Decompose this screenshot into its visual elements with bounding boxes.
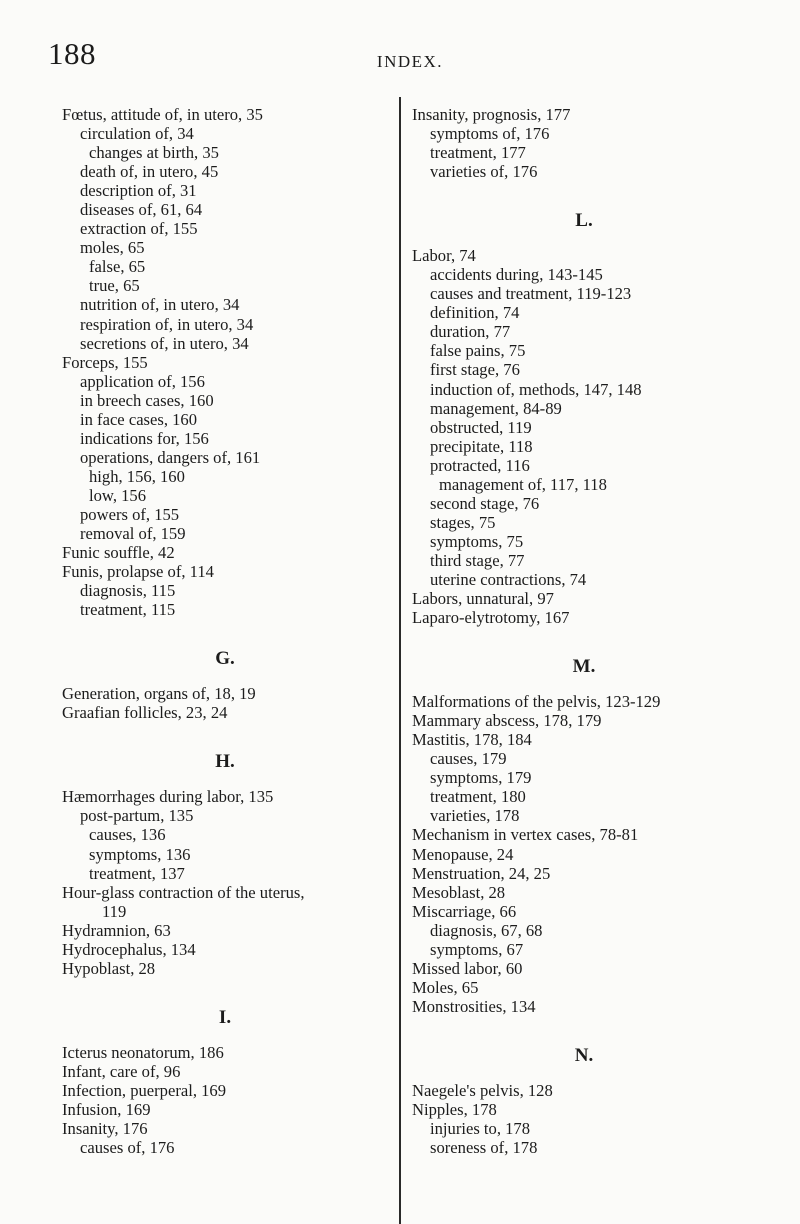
index-subentry: operations, dangers of, 161 [80,447,261,467]
index-subentry: circulation of, 34 [80,124,194,144]
index-entry: Menopause, 24 [412,844,514,864]
index-subentry: varieties, 178 [430,806,520,826]
index-entry: Infusion, 169 [62,1099,151,1119]
index-subentry: indications for, 156 [80,428,209,448]
index-subentry: duration, 77 [430,322,511,342]
index-subentry: causes, 136 [89,825,166,845]
index-subentry: management, 84-89 [430,398,562,418]
index-subentry: moles, 65 [80,238,145,258]
index-subentry: description of, 31 [80,181,197,201]
index-subentry: low, 156 [89,485,147,505]
page-title-text: INDEX. [376,52,444,71]
index-entry: Naegele's pelvis, 128 [412,1080,553,1100]
index-entry: Funic souffle, 42 [62,543,175,563]
index-entry: Labor, 74 [412,246,476,266]
index-subentry: obstructed, 119 [430,417,532,437]
index-entry: Infection, puerperal, 169 [62,1080,227,1100]
section-letter-heading: M. [572,656,596,678]
index-entry: Hydrocephalus, 134 [62,939,196,959]
index-subentry: second stage, 76 [430,493,540,513]
index-entry: Moles, 65 [412,977,479,997]
section-letter-heading: N. [574,1044,594,1066]
index-subentry: varieties of, 176 [430,162,538,182]
index-entry: Malformations of the pelvis, 123-129 [412,692,661,712]
index-subentry: in face cases, 160 [80,409,198,429]
index-subentry: 119 [102,901,127,921]
index-subentry: respiration of, in utero, 34 [80,314,254,334]
index-subentry: application of, 156 [80,371,205,391]
index-subentry: symptoms of, 176 [430,124,550,144]
index-entry: Menstruation, 24, 25 [412,863,551,883]
index-subentry: death of, in utero, 45 [80,162,219,182]
index-subentry: symptoms, 179 [430,768,532,788]
index-subentry: diagnosis, 67, 68 [430,920,543,940]
index-entry: Funis, prolapse of, 114 [62,562,214,582]
index-subentry: post-partum, 135 [80,806,194,826]
index-subentry: high, 156, 160 [89,466,185,486]
index-subentry: false pains, 75 [430,341,526,361]
index-subentry: removal of, 159 [80,524,186,544]
column-divider [399,97,401,1224]
index-entry: Infant, care of, 96 [62,1061,181,1081]
index-entry: Graafian follicles, 23, 24 [62,703,228,723]
index-subentry: treatment, 177 [430,143,526,163]
index-subentry: induction of, methods, 147, 148 [430,379,642,399]
index-entry: Nipples, 178 [412,1099,497,1119]
index-subentry: management of, 117, 118 [439,474,607,494]
index-column-right [412,105,756,1157]
section-letter-heading: H. [215,751,235,773]
index-subentry: changes at birth, 35 [89,143,219,163]
index-subentry: soreness of, 178 [430,1138,538,1158]
index-entry: Monstrosities, 134 [412,996,536,1016]
index-entry: Hæmorrhages during labor, 135 [62,787,274,807]
index-subentry: stages, 75 [430,512,496,532]
index-entry: Miscarriage, 66 [412,901,517,921]
index-subentry: definition, 74 [430,303,520,323]
index-entry: Insanity, 176 [62,1119,148,1139]
index-subentry: in breech cases, 160 [80,390,214,410]
index-entry: Generation, organs of, 18, 19 [62,684,256,704]
index-subentry: causes, 179 [430,749,507,769]
index-subentry: treatment, 115 [80,600,176,620]
index-entry: Hydramnion, 63 [62,920,171,940]
index-entry: Hypoblast, 28 [62,958,156,978]
section-letter-heading: I. [218,1006,232,1028]
index-subentry: powers of, 155 [80,504,180,524]
index-subentry: false, 65 [89,257,146,277]
index-subentry: injuries to, 178 [430,1119,531,1139]
index-subentry: causes and treatment, 119-123 [430,284,632,304]
index-entry: Mechanism in vertex cases, 78-81 [412,825,639,845]
index-entry: Icterus neonatorum, 186 [62,1042,224,1062]
page-number: 188 [48,36,96,71]
section-letter-heading: L. [575,210,593,232]
index-entry: Missed labor, 60 [412,958,523,978]
index-entry: Fœtus, attitude of, in utero, 35 [62,105,263,124]
index-subentry: accidents during, 143-145 [430,265,603,285]
section-letter-heading: G. [215,648,235,670]
index-subentry: nutrition of, in utero, 34 [80,295,240,315]
index-subentry: third stage, 77 [430,550,525,570]
index-subentry: diagnosis, 115 [80,581,176,601]
index-subentry: protracted, 116 [430,455,530,475]
index-entry: Mesoblast, 28 [412,882,506,902]
index-entry: Mammary abscess, 178, 179 [412,711,602,731]
index-entry: Insanity, prognosis, 177 [412,105,571,124]
index-subentry: symptoms, 75 [430,531,524,551]
index-subentry: symptoms, 136 [89,844,191,864]
index-subentry: uterine contractions, 74 [430,569,587,589]
index-subentry: precipitate, 118 [430,436,533,456]
index-entry: Labors, unnatural, 97 [412,589,554,609]
index-entry: Laparo-elytrotomy, 167 [412,608,570,628]
index-subentry: treatment, 137 [89,863,185,883]
index-entry: Forceps, 155 [62,352,148,372]
index-column-left [62,105,388,1157]
index-subentry: diseases of, 61, 64 [80,200,203,220]
index-entry: Hour-glass contraction of the uterus, [62,882,305,902]
index-subentry: symptoms, 67 [430,939,524,959]
index-subentry: treatment, 180 [430,787,526,807]
index-subentry: first stage, 76 [430,360,520,380]
page-title [0,52,800,72]
index-subentry: causes of, 176 [80,1138,175,1158]
index-entry: Mastitis, 178, 184 [412,730,532,750]
index-subentry: secretions of, in utero, 34 [80,333,249,353]
index-subentry: extraction of, 155 [80,219,198,239]
index-subentry: true, 65 [89,276,140,296]
